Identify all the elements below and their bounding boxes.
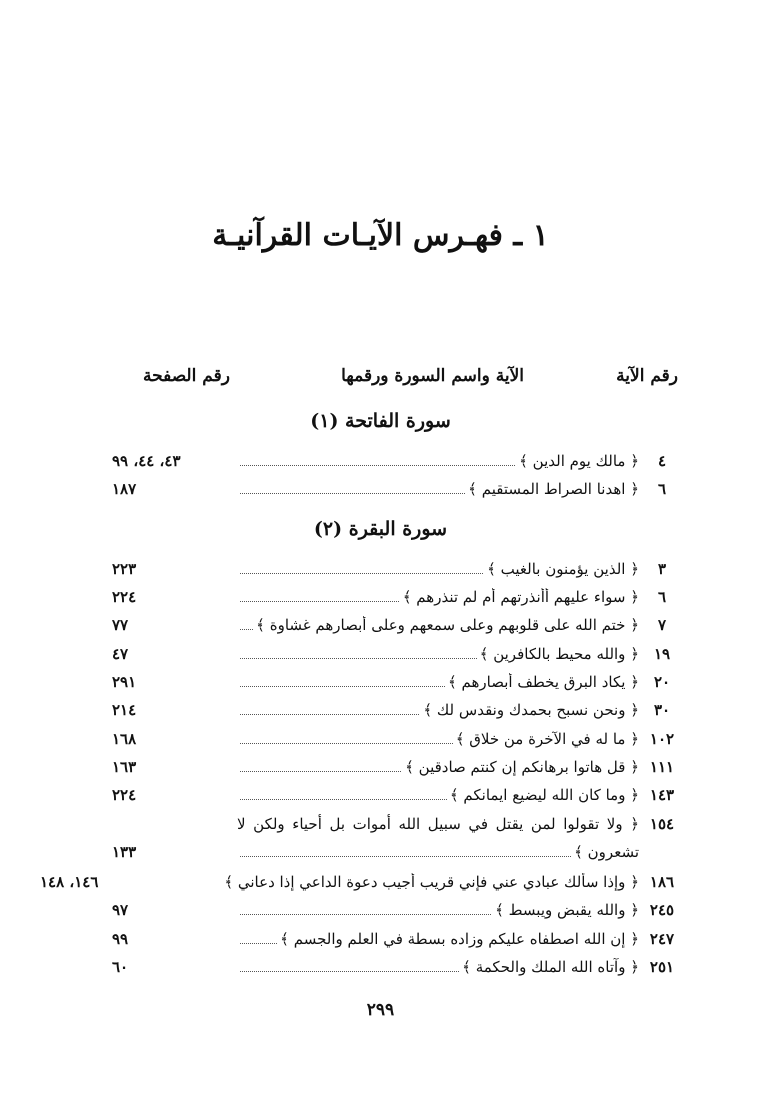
verse-text: ﴿ قل هاتوا برهانكم إن كنتم صادقين ﴾ <box>402 758 639 776</box>
page-ref: ٢٩١ <box>112 673 137 691</box>
verse-text: ﴿ وإذا سألك عبادي عني فإني قريب أجيب دعوة الداعي إذا دعاني ﴾ <box>221 873 639 891</box>
index-row <box>0 901 761 927</box>
page-ref: ٢٢٤ <box>112 786 137 804</box>
page-ref: ١٦٨ <box>112 730 137 748</box>
page-ref: ٢١٤ <box>112 701 137 719</box>
verse-text-line2: تشعرون ﴾ <box>571 843 639 861</box>
ayah-number: ١٩ <box>653 645 671 663</box>
page-title: ١ ـ فهـرس الآيـات القرآنيـة <box>212 218 549 253</box>
ayah-number: ٦ <box>657 480 667 498</box>
verse-text: ﴿ ونحن نسبح بحمدك ونقدس لك ﴾ <box>420 701 639 719</box>
page-ref: ٧٧ <box>112 616 129 634</box>
ayah-number: ١٠٢ <box>649 730 675 748</box>
page-ref: ٢٢٤ <box>112 588 137 606</box>
ayah-number: ١١١ <box>649 758 675 776</box>
ayah-number: ٣ <box>657 560 667 578</box>
page-ref: ١٣٣ <box>112 843 137 861</box>
ayah-number: ٢٠ <box>653 673 671 691</box>
index-row <box>0 452 761 478</box>
verse-text-line1: ﴿ ولا تقولوا لمن يقتل في سبيل الله أموات بل أحياء ولكن لا <box>237 815 639 833</box>
verse-text: ﴿ اهدنا الصراط المستقيم ﴾ <box>465 480 639 498</box>
surah-heading: سورة الفاتحة (١) <box>310 410 451 432</box>
page-ref: ١٤٦، ١٤٨ <box>40 873 99 891</box>
verse-text: ﴿ إن الله اصطفاه عليكم وزاده بسطة في العلم والجسم ﴾ <box>277 930 639 948</box>
page-ref: ٤٣، ٤٤، ٩٩ <box>112 452 181 470</box>
header-page-number: رقم الصفحة <box>143 366 230 386</box>
ayah-number: ٣٠ <box>653 701 671 719</box>
ayah-number: ١٥٤ <box>649 815 675 833</box>
verse-text: ﴿ والله محيط بالكافرين ﴾ <box>477 645 639 663</box>
verse-text: ﴿ والله يقبض ويبسط ﴾ <box>492 901 639 919</box>
index-row <box>0 786 761 812</box>
page-ref: ١٨٧ <box>112 480 137 498</box>
verse-text: ﴿ وما كان الله ليضيع ايمانكم ﴾ <box>447 786 639 804</box>
index-row <box>0 758 761 784</box>
page-ref: ٤٧ <box>112 645 129 663</box>
index-row <box>0 815 761 841</box>
verse-text: ﴿ ما له في الآخرة من خلاق ﴾ <box>453 730 639 748</box>
header-verse-surah: الآية واسم السورة ورقمها <box>341 366 524 386</box>
ayah-number: ١٤٣ <box>649 786 675 804</box>
verse-text: ﴿ ختم الله على قلوبهم وعلى سمعهم وعلى أبصارهم غشاوة ﴾ <box>253 616 639 634</box>
index-row <box>0 930 761 956</box>
index-row <box>0 701 761 727</box>
index-row <box>0 673 761 699</box>
page-ref: ٦٠ <box>112 958 129 976</box>
ayah-number: ٢٤٥ <box>649 901 675 919</box>
page-ref: ١٦٣ <box>112 758 137 776</box>
surah-heading: سورة البقرة (٢) <box>313 518 448 540</box>
verse-text: ﴿ الذين يؤمنون بالغيب ﴾ <box>484 560 639 578</box>
page-number: ٢٩٩ <box>366 1000 395 1020</box>
ayah-number: ٢٤٧ <box>649 930 675 948</box>
verse-text: ﴿ مالك يوم الدين ﴾ <box>516 452 639 470</box>
index-row <box>0 873 761 899</box>
index-row <box>0 480 761 506</box>
index-row <box>0 588 761 614</box>
verse-text: ﴿ سواء عليهم أأنذرتهم أم لم تنذرهم ﴾ <box>400 588 639 606</box>
ayah-number: ٢٥١ <box>649 958 675 976</box>
verse-text: ﴿ وآتاه الله الملك والحكمة ﴾ <box>459 958 639 976</box>
ayah-number: ٦ <box>657 588 667 606</box>
index-row <box>0 560 761 586</box>
ayah-number: ٤ <box>657 452 667 470</box>
ayah-number: ١٨٦ <box>649 873 675 891</box>
index-row <box>0 730 761 756</box>
ayah-number: ٧ <box>657 616 667 634</box>
header-ayah-number: رقم الآية <box>616 366 678 386</box>
page-ref: ٩٩ <box>112 930 129 948</box>
index-row <box>0 958 761 984</box>
index-row-continuation <box>0 843 761 869</box>
page-ref: ٢٢٣ <box>112 560 137 578</box>
index-row <box>0 616 761 642</box>
index-row <box>0 645 761 671</box>
verse-text: ﴿ يكاد البرق يخطف أبصارهم ﴾ <box>445 673 639 691</box>
page-ref: ٩٧ <box>112 901 129 919</box>
